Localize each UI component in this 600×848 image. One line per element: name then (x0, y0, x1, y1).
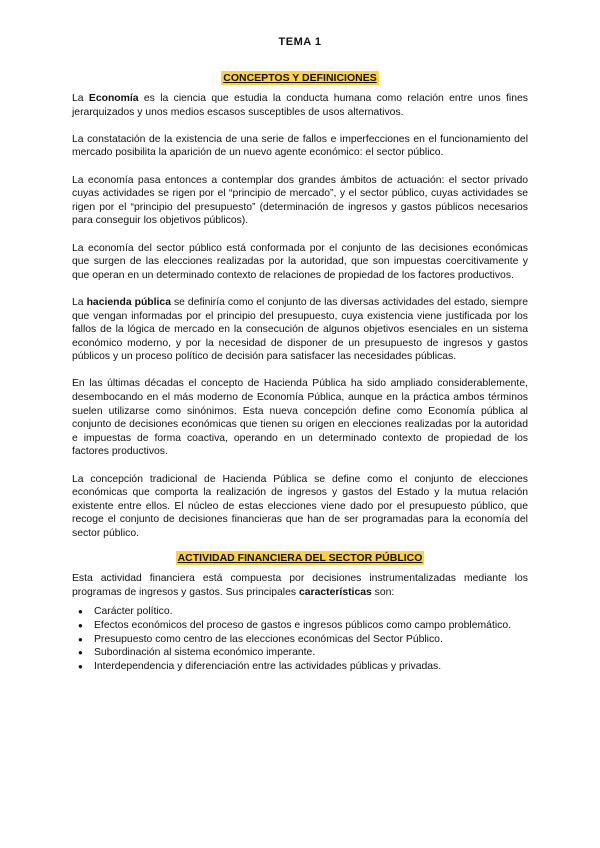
term-caracteristicas: características (298, 586, 372, 598)
p1-pre: La (72, 93, 89, 104)
paragraph-ambitos-actuacion: La economía pasa entonces a contemplar dos grandes ámbitos de actuación: el sector privado cuyas actividades se rigen por el “principio de mercado”, y el sector público, cuyas actividades se rigen por el “principio del presupuesto” (determinación de ingresos y gastos públicos necesarios para conseguir los objetivos públicos). (72, 174, 528, 227)
section-heading-conceptos (72, 68, 528, 86)
p5-post: se definiría como el conjunto de las diversas actividades del estado, siempre que vengan informadas por el principio del presupuesto, cuya existencia viene justificada por los fallos de la lógica de mercado en la consecución de algunos objetivos esenciales en un sistema económico moderno, y por la necesidad de disponer de un presupuesto de ingresos y gastos públicos y un proceso político de decisión para satisfacer las necesidades públicas. (72, 296, 528, 363)
paragraph-economia-publica: En las últimas décadas el concepto de Hacienda Pública ha sido ampliado considerablemente, desembocando en el más moderno de Economía Pública, aunque en la práctica ambos términos suelen utilizarse como sinónimos. Esta nueva concepción define como Economía pública al conjunto de decisiones económicas que tienen su origen en elecciones realizadas por la autoridad e impuestas de forma coactiva, operando en un determinado contexto de propiedad de los factores productivos. (72, 378, 528, 458)
list-item: ● Carácter político. (94, 605, 528, 619)
paragraph-fallos-mercado: La constatación de la existencia de una serie de fallos e imperfecciones en el funcionamiento del mercado posibilita la aparición de un nuevo agente económico: el sector público. (72, 133, 528, 159)
term-hacienda-publica: hacienda pública (86, 296, 171, 308)
document-title: TEMA 1 (278, 36, 322, 48)
document-page (72, 36, 528, 673)
p5-pre: La (72, 296, 87, 308)
section-heading-actividad-financiera (72, 548, 528, 566)
list-item: ● Subordinación al sistema económico imperante. (94, 646, 528, 660)
caracteristicas-list (72, 605, 528, 673)
paragraph-economia-definition (72, 92, 528, 119)
list-item: ● Presupuesto como centro de las elecciones económicas del Sector Público. (94, 633, 528, 647)
paragraph-economia-sector-publico: La economía del sector público está conformada por el conjunto de las decisiones económicas que surgen de las elecciones realizadas por la autoridad, que son impuestas coercitivamente y que operan en un determinado contexto de relaciones de propiedad de los factores productivos. (72, 242, 528, 281)
list-item: ● Efectos económicos del proceso de gastos e ingresos públicos como campo problemático. (94, 619, 528, 633)
p8-post: son: (371, 586, 395, 598)
term-economia: Economía (88, 93, 139, 104)
p1-post: es la ciencia que estudia la conducta humana como relación entre unos fines jerarquizados y unos medios escasos susceptibles de usos alternativos. (72, 93, 528, 118)
paragraph-hacienda-publica (72, 296, 528, 364)
list-item: ● Interdependencia y diferenciación entre las actividades públicas y privadas. (94, 660, 528, 674)
p8-pre: Esta actividad financiera está compuesta por decisiones instrumentalizadas mediante los programas de ingresos y gastos. Sus principales (72, 573, 528, 598)
section-heading-actividad-financiera-text: ACTIVIDAD FINANCIERA DEL SECTOR PÚBLICO (177, 552, 423, 565)
paragraph-actividad-financiera (72, 572, 528, 599)
section-heading-conceptos-text: CONCEPTOS Y DEFINICIONES (223, 72, 377, 84)
paragraph-concepcion-tradicional: La concepción tradicional de Hacienda Pública se define como el conjunto de elecciones económicas que comporta la realización de ingresos y gastos del Estado y la mutua relación existente entre ellos. El núcleo de estas elecciones viene dado por el presupuesto público, que recoge el conjunto de decisiones financieras que han de ser programadas para la economía del sector público. (72, 473, 528, 539)
